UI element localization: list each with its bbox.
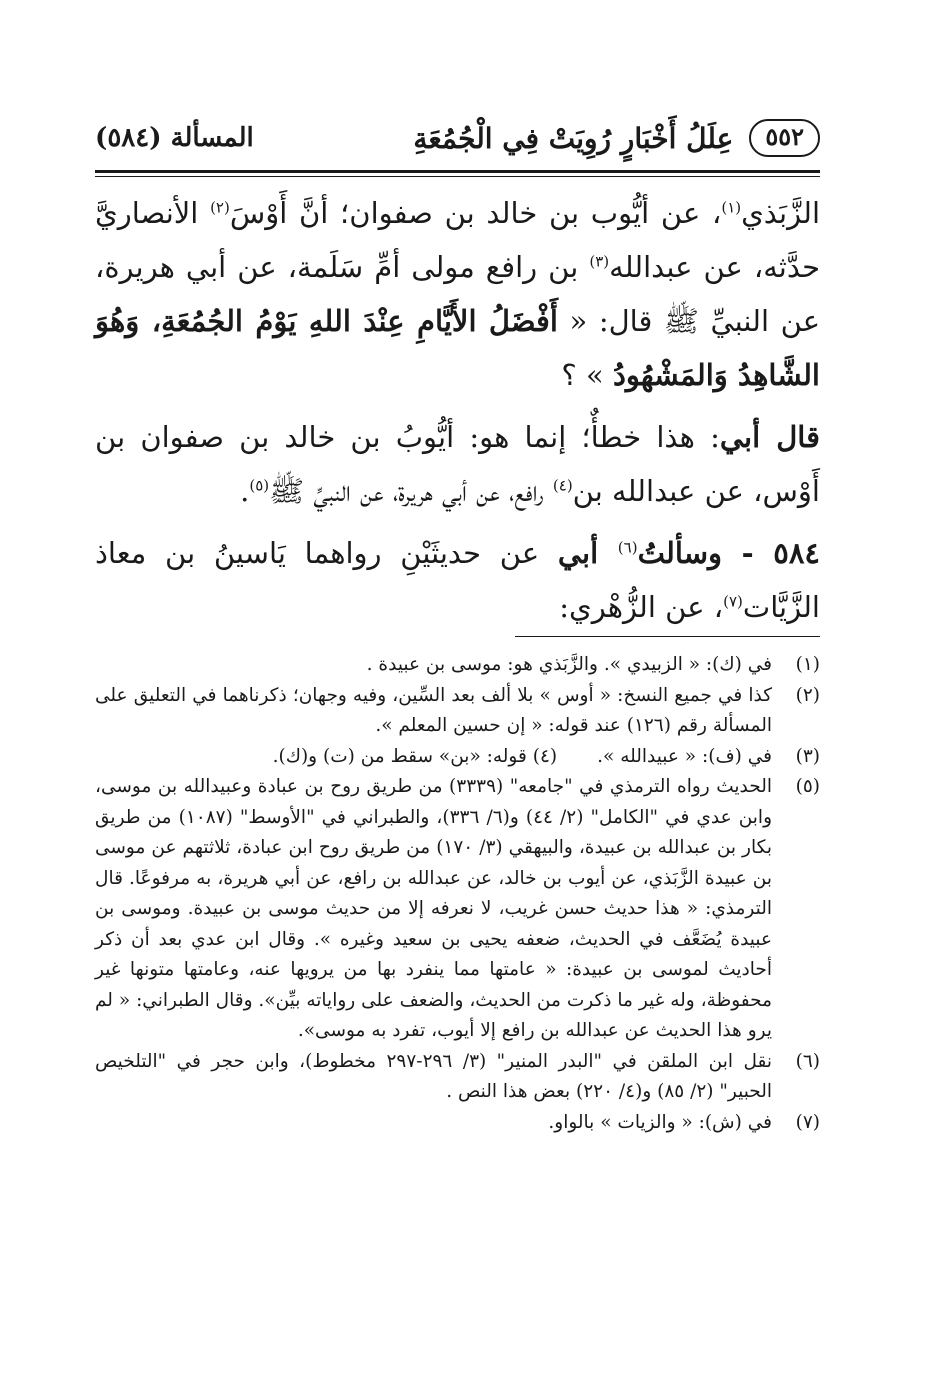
footnote-number: (٧) [795,1111,820,1133]
text-segment: : هذا خطأٌ؛ إنما هو: أيُّوبُ بن خالد بن صفوان بن أَوْس، عن عبدالله بن [95,420,820,508]
footnote-1 [95,650,820,681]
book-title: عِلَلُ أَخْبَارٍ رُوِيَتْ فِي الْجُمُعَةِ [413,121,734,155]
footnote-text: الحديث رواه الترمذي في "جامعه" (٣٣٣٩) من طريق روح بن عبادة وعبيدالله بن موسى، وابن عدي في "الكامل" (٢/ ٤٤) و(٦/ ٣٣٦)، والطبراني في "الأوسط" (١٠٨٧) من طريق بكار بن عبدالله بن عبيدة، والبيهقي (٣/ ١٧٠) من طريق روح ابن عبادة، ثلاثتهم عن موسى بن عبيدة الزَّبَذي، عن أيوب بن خالد، عن عبدالله بن رافع، عن أبي هريرة، به مرفوعًا. قال الترمذي: « هذا حديث حسن غريب، لا نعرفه إلا من حديث موسى بن عبيدة. وموسى بن عبيدة يُضَعَّف في الحديث، ضعفه يحيى بن سعيد وغيره ». وقال ابن عدي بعد أن ذكر أحاديث لموسى بن عبيدة: « عامتها مما ينفرد بها من يرويها عنه، وعامتها متونها غير محفوظة، وله غير ما ذكرت من الحديث، والضعف على رواياته بيِّن». وقال الطبراني: « لم يرو هذا الحديث عن عبدالله بن رافع إلا أيوب، تفرد به موسى». [95,776,773,1041]
footnote-number: (٦) [795,1050,820,1072]
book-page [95,0,820,1374]
footnote-text [95,742,772,773]
question-number: ٥٨٤ - وسألتُ [637,536,820,570]
footnote-5 [95,772,820,1047]
footnote-text: كذا في جميع النسخ: « أوس » بلا ألف بعد السِّين، وفيه وجهان؛ ذكرناهما في التعليق على المسألة رقم (١٢٦) عند قوله: « إن حسين المعلم ». [95,684,772,736]
footnote-number: (٣) [795,745,820,767]
main-text [95,186,820,642]
text-segment: الأنصاريَّ حدَّثه، عن عبدالله [95,196,820,284]
footnote-ref: (١) [721,198,742,217]
text-segment: . [240,474,250,508]
page-number: ٥٥٢ [749,119,820,157]
footnote-ref: (٣) [589,252,610,271]
paragraph-question-584 [95,526,820,634]
footnote-number-4: (٤) [532,745,558,767]
footnotes [95,650,820,1138]
footnote-ref: (٢) [210,198,230,217]
footnote-6 [95,1047,820,1108]
header-rule-thin [95,176,820,177]
footnote-7 [95,1108,820,1139]
footnote-text: في (ش): « والزيات » بالواو. [548,1111,772,1133]
footnote-text: نقل ابن الملقن في "البدر المنير" (٣/ ٢٩٦-٢٩٧ مخطوط)، وابن حجر في "التلخيص الحبير" (٢/ ٨٥) و(٤/ ٢٢٠) بعض هذا النص . [95,1050,772,1102]
footnote-number: (٥) [795,776,820,797]
footnote-number: (٢) [795,684,820,706]
footnote-2 [95,681,820,742]
paragraph-isnad [95,186,820,402]
paragraph-abi-answer [95,410,820,518]
text-segment: رافع، عن أبي هريرة، عن النبيِّ ﷺ [269,474,553,508]
text-segment: الزَّبَذي [741,196,820,230]
text-segment: عن حديثَيْنِ رواهما يَاسينُ بن معاذ الزَّيَّات [95,536,820,624]
footnote-text-4: قوله: «بن» سقط من (ت) و(ك). [272,745,527,767]
footnote-ref: (٦) [617,538,638,557]
footnote-divider [515,636,820,637]
footnote-text-3: في (ف): « عبيدالله ». [597,745,772,767]
footnote-ref: (٤) [552,476,573,495]
page-header [95,112,820,164]
text-segment: ، عن الزُّهْري: [559,590,724,624]
speaker-label: قال أبي [719,420,821,454]
footnote-3-4 [95,742,820,773]
text-segment: بن رافع مولى أمِّ سَلَمة، عن أبي هريرة، عن النبيِّ ﷺ قال: « [95,250,820,338]
footnote-text: في (ك): « الزبيدي ». والزَّبَذي هو: موسى بن عبيدة . [366,654,772,675]
text-segment: » ؟ [561,358,613,392]
hadith-text: أَفْضَلُ الأَيَّامِ عِنْدَ اللهِ يَوْمُ الجُمُعَةِ، وَهُوَ الشَّاهِدُ وَالمَشْهُودُ [95,304,820,392]
header-rule [95,170,820,173]
text-segment: ، عن أيُّوب بن خالد بن صفوان؛ أنَّ أَوْسَ [229,196,722,230]
speaker-label: أبي [557,536,618,570]
footnote-number: (١) [795,654,820,675]
footnote-ref: (٥) [249,476,270,495]
section-label: المسألة (٥٨٤) [95,123,254,153]
footnote-ref: (٧) [723,592,743,611]
